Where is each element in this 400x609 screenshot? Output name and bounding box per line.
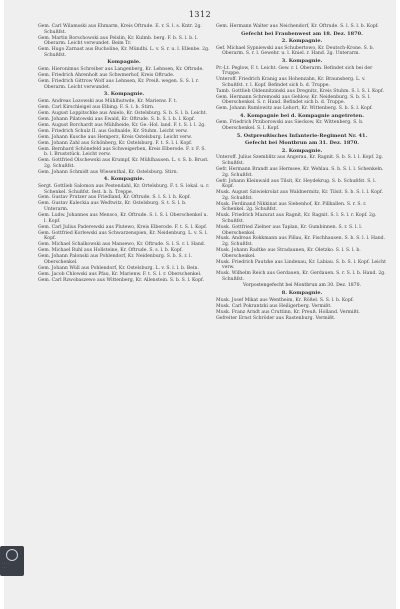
section-heading: 3. Kompagnie.	[103, 91, 145, 98]
casualty-entry: Gef. Michael Sypniewski aus Schubertowo, Kr. Deutsch-Krone. S. b. Oberarm. S. r. l. Gewehr. u. l. Kniel. r. Hand. 2g. Unterarm.	[216, 45, 374, 57]
casualty-entry: Unteroff. Friedrich Kranig aus Hohenzahn, Kr. Braunsberg. L. v. Schußfst. r. l. Kopf. Befindet sich b. d. Truppe.	[216, 77, 366, 88]
casualty-entry: Gem. Johann Kusche aus Hemperz, Kreis Ostelsburg. Leicht verw.	[38, 134, 193, 140]
casualty-entry: Gem. Michael Ruhl aus Hollsteine, Kr. Oftrude. S. s. l. b. Kopf.	[38, 248, 183, 254]
document-page	[4, 0, 396, 609]
casualty-entry: Gem. Hugo Zarnast aus Bucholine, Kr. Mündbi. L. v. S. r. u. l. Ellenbe. 2g. Schußfst.	[38, 47, 210, 58]
section-heading: 4. Kompagnie.	[103, 176, 145, 183]
casualty-entry: Gem. Jacob Chlowski aus Pfau, Kr. Marienw. F. t. S. l. r. Oberschenkel.	[38, 271, 202, 277]
casualty-entry: Gem. Carl Wilamsski aus Ehmarm, Kreis Oftrude. E. r. S. l. s. Kntr. 2g. Schußfst.	[38, 24, 202, 35]
casualty-entry: Gem. Johann Zahl aus Schönberg, Kr. Ostelsburg. F. t. S. l. l. Kopf.	[38, 140, 193, 146]
section-heading: Vorpostengefecht bei Montbrun am 30. Dez. 1870.	[243, 283, 361, 289]
casualty-entry: Gem. Johann Schmidt aus Wiesenthal, Kr. Ostelsburg. Stirn.	[38, 169, 178, 175]
casualty-entry: Gem. Martin Borschowski aus Pelslin, Kr. Kulmb. berg. F. b. S. l. b. l. Oberarm. Leicht verwundet. Beim Tr.	[38, 35, 198, 47]
casualty-entry: Gem. Johann Rumlowitz aus Lehort, Kr. Wittenberg. S. b. S. l. Kopf.	[216, 106, 373, 112]
casualty-entry: Gem. Friedrich Gittrow Wolf aus Lehnsen, Kr. Preiß. wegen. S. S. l. r. Oberarm. Leicht verwundet.	[38, 78, 200, 90]
casualty-entry: Gem. Friedrich Ahrenholt aus Schwmerhof, Kreis Oftrude.	[38, 72, 175, 78]
casualty-entry: Gem. Bernhard Schönefeld aus Schweigerben, Kreis Elberode. F. r. F. S. b. l. Bruststück. Leicht verw.	[38, 146, 206, 158]
casualty-entry: Gem. Hermann Schremoski aus Gehlow, Kr. Neidenburg. S. b. S. l. Oberschenkel. S. r. Hand. Befindet sich b. d. Truppe.	[216, 94, 371, 106]
casualty-entry: Gem. Carl Rzwobaszewo aus Wittenberg, Kr. Allenstein. S. b. S. l. Kopf.	[38, 277, 204, 283]
right-column	[216, 24, 388, 322]
casualty-entry: Gem. Hermann Walter aus Neichendorf, Kr. Oftrude. S. l. S. l. b. Kopf.	[216, 24, 379, 29]
casualty-entry: Gem. Johann Pilatowski aus Ewald, Kr. Oftrude. S. b. S. l. b. l. Kopf.	[38, 116, 196, 122]
casualty-entry: Musk. Gottfried Zielner aus Taplan, Kr. Gumbinnen. S. r. S. l. l. Oberschenkel.	[216, 224, 363, 236]
casualty-entry: Musk. Wilhelm Reich aus Gerdauen, Kr. Gerdauen. S. r. S. l. b. Hand. 2g. Schußfst.	[216, 271, 386, 282]
casualty-entry: Gefr. Hermann Brandt aus Hermsee, Kr. Wehlau. S. b. S. l. l. Schenkeln. 2g. Schußfst.	[216, 167, 384, 178]
casualty-entry: Gem. Gottfried Olschewski aus Krumpf, Kr. Mühlhausen. L. v. S. b. Brust. 2g. Schußfst.	[38, 158, 209, 169]
casualty-entry: Gem. Gustav Prutzer aus Friedland, Kr. Oftrude. S. l. S. l. h. Kopf.	[38, 195, 191, 201]
casualty-entry: Sergt. Gottlieb Salomon aus Pestendahl, Kr. Ortelsburg. F. t. S. lokal. u. r. Schenkel. Schußfst. fest. b. h. Treppe.	[38, 183, 210, 195]
casualty-entry: Musk. Johann Radtke aus Stradaunen, Kr. Oletzko. S. l. S. l. b. Oberschenkel.	[216, 248, 361, 259]
casualty-entry: Musk. Ferdinand Nikkinat aus Siebenhof, Kr. Pillkallen. S. r. S. r. Schenkel. 2g. Schußfst.	[216, 201, 367, 213]
casualty-entry: Gem. Carl Kirschleigel aus Elbing. F. S. l. b. Stirn.	[38, 104, 155, 110]
casualty-entry: Gem. Michael Schalkowski aus Mansewo, Kr. Oftrude. S. l. S. r. l. Hand.	[38, 242, 206, 248]
section-heading: Gefecht bei Montbrun am 31. Dez. 1870.	[245, 140, 359, 147]
casualty-entry: Musk. Friedrich Pautzke aus Lindenau, Kr. Labiau. S. b. S. l. Kopf. Leicht verw.	[216, 259, 386, 271]
casualty-entry: Gem. August Borchardt aus Mühlheide, Kr. Ge.-Hol. land. F. t. S. l. l. 2g.	[38, 122, 206, 128]
section-heading: 2. Kompagnie.	[281, 38, 323, 45]
casualty-entry: Gem. August Loppitschke aus Anielo, Kr. Ostelsburg. S. b. S. l. b. Leicht.	[38, 110, 208, 116]
casualty-entry: Gem. Friedrich Schulz II. aus Goßnalde, Kr. Stuhm. Leicht verw.	[38, 128, 188, 134]
casualty-entry: Gem. Johann Wüll aus Pohlendorf, Kr. Ostelsburg. L. v. S. l. l. b. Bein.	[38, 265, 199, 271]
casualty-entry: Gem. Hieronimus Schreiber aus Langenberg, Kr. Lehnsen, Kr. Oftrude.	[38, 66, 204, 72]
casualty-entry: Musk. Carl Pokrantzki aus Heiligerberg. Vermißt.	[216, 303, 332, 309]
casualty-entry: Gefreiter Ernst Schröder aus Rastenburg. Vermißt.	[216, 315, 336, 321]
casualty-entry: Gem. Johann Palonski aus Pohlendorf, Kr. Neidenburg. S. b. S. r. l. Oberschenkel.	[38, 254, 192, 265]
section-heading: 3. Kompagnie.	[281, 57, 323, 64]
casualty-entry: Gem. Gottfried Korlewski aus Schwarzenspien, Kr. Neidenburg. L. v. S. l. Kopf.	[38, 230, 208, 242]
casualty-entry: Unteroff. Julius Szemblitz aus Angerau, Kr. Ragnit. S. b. S. l. l. Kopf. 2g. Schußfst.	[216, 155, 384, 167]
section-heading: Gefecht bei Fraubenwest am 18. Dez. 1870.	[241, 30, 363, 37]
casualty-entry: Gem. Andreas Lozowski aus Mühlhutwde, Kr. Marienw. F. t.	[38, 98, 178, 104]
casualty-entry: Musk. August Sziwiekrolat aus Waldnermitz, Kr. Tilsit. S. b. S. l. l. Kopf. 2g. Schußfst.	[216, 190, 383, 201]
casualty-entry: Gem. Friedrich Prziborowski aus Sieckow, Kr. Wittenberg. S. b. Oberschenkel. S. l. Kopf.	[216, 120, 364, 132]
section-heading: Kompagnie.	[107, 59, 141, 66]
casualty-entry: Gem. Carl Julius Paderewski aus Plutewo, Kreis Elberode. F. t. S. l. Kopf.	[38, 224, 208, 230]
section-heading: 8. Kompagnie.	[281, 290, 323, 296]
section-heading: 4. Kompagnie bei d. Kompagnie angetreten.	[240, 112, 364, 119]
casualty-entry: Gem. Ludw. Johannes aus Mensco, Kr. Oftrude. S. l. S. l. Oberschenkel u. l. Kopf.	[38, 213, 208, 224]
library-seal: · · · · · · ·	[0, 546, 24, 576]
casualty-entry: Tamb. Gottlieb Oldennitzinski aus Dregnitz, Kreis Stuhm. S. l. S. l. Kopf.	[216, 88, 384, 94]
casualty-entry: Pr.-Lt. Peglow, F. t. Leicht. Gew. r. l. Oberarm. Befindet sich bei der Truppe.	[216, 65, 373, 77]
section-heading: 2. Kompagnie.	[281, 147, 323, 154]
casualty-entry: Gefr. Johann Kleinwald aus Tilsit, Kr. Heydekrug. S. b. Schußfst. S. l. Kopf.	[216, 178, 377, 190]
casualty-entry: Musk. Andreas Rokkmann aus Pillau, Kr. Fischhausen. S. b. S. l. l. Hand. 2g. Schußfst.	[216, 236, 386, 248]
casualty-entry: Musk. Josef Mikat aus Wentheim, Kr. Rößel. S. S. l. b. Kopf.	[216, 297, 354, 303]
page-number: 1312	[188, 10, 212, 19]
casualty-entry: Musk. Friedrich Mazurat aus Ragnit, Kr. Ragnit. S. l. S. l. r. Kopf. 2g. Schußfst.	[216, 213, 377, 224]
left-column	[38, 24, 210, 284]
casualty-entry: Musk. Franz Arndt aus Cruttinn, Kr. Preuß. Holland. Vermißt.	[216, 309, 360, 315]
section-heading: 5. Ostpreußisches Infanterie-Regiment Nr. 41.	[236, 132, 368, 139]
casualty-entry: Gem. Gustav Kaleckia aus Wedtwitz, Kr. Ostelsburg. S. t. S. l. b. Unterarm.	[38, 201, 187, 213]
